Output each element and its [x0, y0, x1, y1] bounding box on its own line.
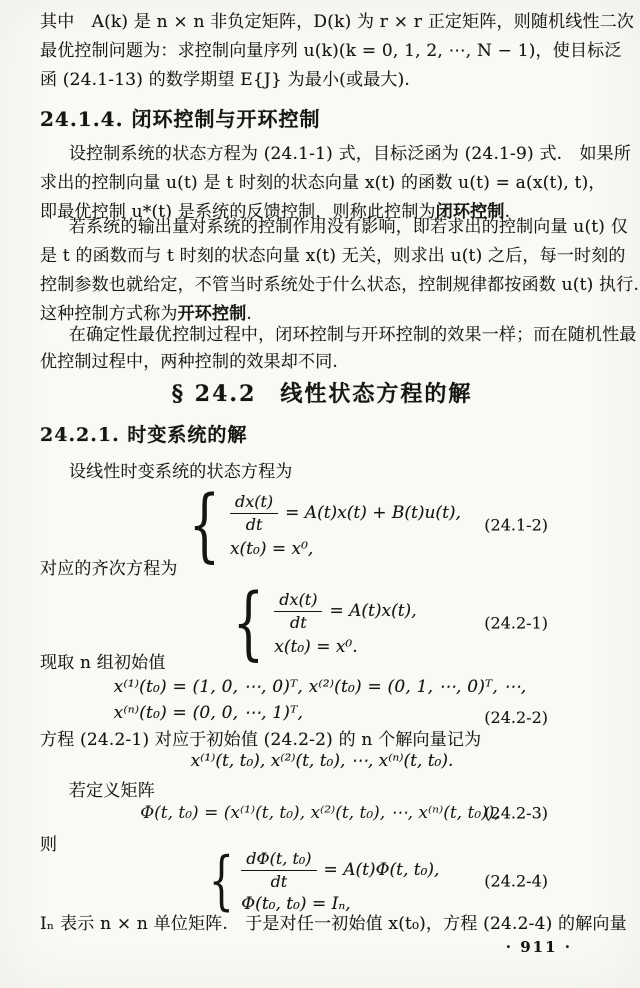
text-line: 函 (24.1-13) 的数学期望 E{J} 为最小(或最大).: [40, 70, 411, 90]
subsection-heading-24-1-4: 24.1.4. 闭环控制与开环控制: [40, 107, 321, 131]
left-brace: {: [233, 576, 265, 669]
equation-body: Φ(t, t₀) = (x⁽¹⁾(t, t₀), x⁽²⁾(t, t₀), ⋯, x⁽ⁿ⁾(t, t₀)),: [140, 803, 500, 823]
equation-24-2-3: [0, 800, 640, 826]
left-brace: {: [208, 843, 234, 918]
text-line: 最优控制问题为：求控制向量序列 u(k)(k = 0, 1, 2, ⋯, N − 1)，使目标泛: [40, 41, 622, 61]
text-line: 是 t 的函数而与 t 时刻的状态向量 x(t) 无关，则求出 u(t) 之后，每一时刻的: [40, 246, 626, 266]
text-line: 设控制系统的状态方程为 (24.1-1) 式，目标泛函为 (24.1-9) 式. 如果所: [68, 144, 632, 164]
text-segment: 即最优控制 u*(t) 是系统的反馈控制，则称此控制为: [40, 202, 436, 222]
fraction-numerator: dx(t): [274, 590, 322, 612]
text-line: 若定义矩阵: [68, 781, 155, 801]
fraction-numerator: dx(t): [230, 492, 278, 514]
initial-condition: x(t₀) = x⁰,: [229, 538, 314, 559]
lead-timevarying: [40, 458, 604, 487]
text-line: 则: [40, 835, 58, 855]
text-line: 若系统的输出量对系统的控制作用没有影响，即若求出的控制向量 u(t) 仅: [68, 217, 628, 237]
page-number: · 911 ·: [505, 938, 572, 956]
section-heading-24-2: § 24.2 线性状态方程的解: [171, 381, 473, 407]
initial-condition: Φ(t₀, t₀) = Iₙ,: [241, 893, 351, 914]
fraction-denominator: dt: [245, 514, 263, 534]
text-line: 对应的齐次方程为: [40, 559, 178, 579]
equation-cases: [230, 492, 461, 559]
equation-24-2-4: [0, 843, 640, 918]
equation-cases: [274, 590, 416, 657]
equation-label: (24.2-2): [484, 708, 548, 727]
equation-body: [201, 843, 440, 918]
text-segment: 这种控制方式称为: [40, 304, 178, 324]
equation-label: (24.2-4): [484, 871, 548, 891]
equation-rhs: = A(t)x(t),: [329, 600, 417, 621]
equation-row: x⁽ⁿ⁾(t₀) = (0, 0, ⋯, 1)ᵀ,: [113, 703, 304, 723]
fraction-denominator: dt: [270, 871, 288, 891]
equation-24-2-2: [0, 673, 640, 727]
equation-row: x⁽¹⁾(t₀) = (1, 0, ⋯, 0)ᵀ, x⁽²⁾(t₀) = (0, 1, ⋯, 0)ᵀ, ⋯,: [113, 677, 527, 697]
text-line: 优控制过程中，两种控制的效果却不同.: [40, 352, 339, 372]
equation-label: (24.1-2): [484, 515, 548, 535]
equation-label: (24.2-1): [484, 613, 548, 633]
text-line: 现取 n 组初始值: [40, 653, 166, 673]
fraction: [241, 849, 316, 891]
text-segment: .: [246, 304, 253, 324]
bold-term-open-loop: 开环控制: [177, 304, 247, 324]
fraction-numerator: dΦ(t, t₀): [241, 849, 316, 871]
text-line: 其中 A(k) 是 n × n 非负定矩阵，D(k) 为 r × r 正定矩阵，则随机线性二次: [40, 12, 635, 32]
fraction: [274, 590, 322, 632]
equation-cases: [241, 849, 439, 914]
solution-vectors-line: x⁽¹⁾(t, t₀), x⁽²⁾(t, t₀), ⋯, x⁽ⁿ⁾(t, t₀).: [190, 751, 454, 771]
initial-condition: x(t₀) = x⁰.: [274, 636, 358, 657]
text-line: 设线性时变系统的状态方程为: [68, 462, 293, 482]
equation-row: [241, 849, 439, 891]
equation-row: [230, 492, 461, 534]
open-loop-paragraph: [40, 213, 640, 329]
lead-homogeneous: [40, 555, 604, 584]
text-line: 求出的控制向量 u(t) 是 t 时刻的状态向量 x(t) 的函数 u(t) = a(x(t), t)，: [40, 173, 606, 193]
fraction-denominator: dt: [290, 612, 307, 632]
comparison-paragraph: [40, 322, 637, 376]
intro-paragraph: [40, 8, 635, 95]
equation-body: [114, 674, 527, 726]
text-line: 控制参数也就给定，不管当时系统处于什么状态，控制规律都按函数 u(t) 执行.: [40, 275, 640, 295]
text-line: 方程 (24.2-1) 对应于初始值 (24.2-2) 的 n 个解向量记为: [40, 730, 482, 750]
bold-term-closed-loop: 闭环控制: [435, 202, 505, 222]
equation-label: (24.2-3): [484, 803, 548, 823]
subsection-heading-24-2-1: 24.2.1. 时变系统的解: [40, 424, 248, 446]
text-segment: .: [504, 202, 511, 222]
fraction: [230, 492, 278, 534]
left-brace: {: [188, 478, 221, 571]
closing-paragraph: [40, 910, 627, 939]
equation-rhs: = A(t)Φ(t, t₀),: [323, 859, 440, 880]
equation-rhs: = A(t)x(t) + B(t)u(t),: [285, 502, 461, 523]
text-line: 在确定性最优控制过程中，闭环控制与开环控制的效果一样；而在随机性最: [68, 325, 637, 345]
equation-row: [274, 590, 416, 632]
text-line: Iₙ 表示 n × n 单位矩阵. 于是对任一初始值 x(t₀)，方程 (24.2-4) 的解向量: [40, 914, 627, 934]
equation-body: [179, 478, 461, 571]
